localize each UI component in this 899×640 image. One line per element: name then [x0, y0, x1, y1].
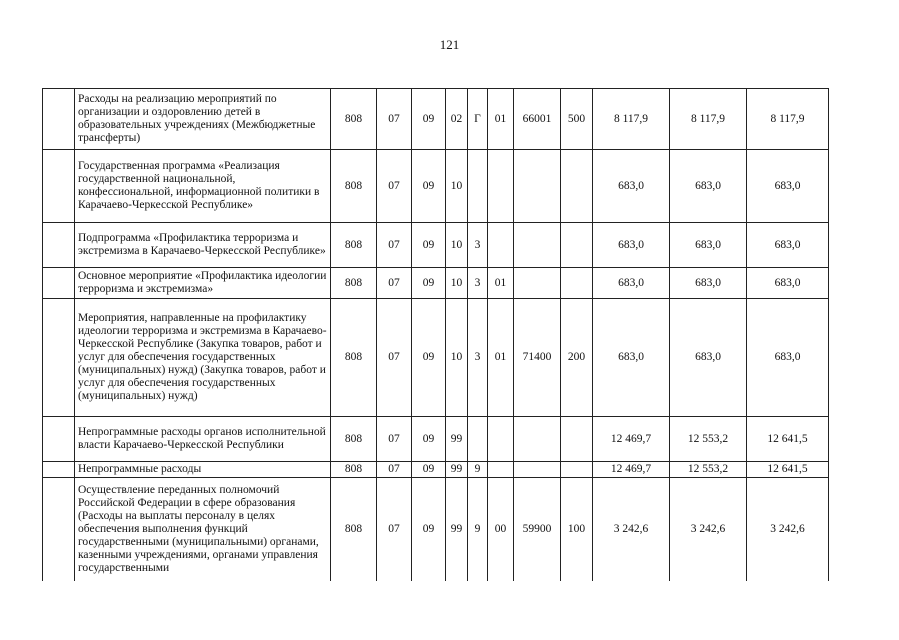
amount-year-2: 683,0 [670, 150, 747, 223]
row-description: Подпрограмма «Профилактика терроризма и экстремизма в Карачаево-Черкесской Республике» [75, 223, 331, 268]
amount-year-3: 12 641,5 [747, 462, 829, 478]
row-description: Мероприятия, направленные на профилактику идеологии терроризма и экстремизма в Карачаево-Черкесской Республике (Закупка товаров, работ и услуг для обеспечения государственных (муниципальных) нужд) (Закупка товаров, работ и услуг для обеспечения государственных (муниципальных) нужд) [75, 299, 331, 417]
amount-year-3: 683,0 [747, 150, 829, 223]
amount-year-3: 683,0 [747, 223, 829, 268]
amount-year-1: 683,0 [593, 223, 670, 268]
amount-year-3: 8 117,9 [747, 89, 829, 150]
program-code: 02 [446, 89, 468, 150]
subsection-code: 09 [412, 417, 446, 462]
subsection-code: 09 [412, 299, 446, 417]
event-code: 01 [488, 268, 514, 299]
subsection-code: 09 [412, 150, 446, 223]
ministry-code: 808 [331, 150, 377, 223]
subprogram-code [468, 150, 488, 223]
table-row [43, 299, 829, 417]
blank-cell [43, 223, 75, 268]
ministry-code: 808 [331, 478, 377, 581]
subprogram-code: Г [468, 89, 488, 150]
subsection-code: 09 [412, 478, 446, 581]
amount-year-2: 683,0 [670, 223, 747, 268]
amount-year-1: 3 242,6 [593, 478, 670, 581]
event-code: 01 [488, 299, 514, 417]
program-code: 99 [446, 417, 468, 462]
section-code: 07 [377, 223, 412, 268]
event-code: 01 [488, 89, 514, 150]
direction-code [514, 223, 561, 268]
amount-year-1: 12 469,7 [593, 417, 670, 462]
amount-year-1: 683,0 [593, 150, 670, 223]
blank-cell [43, 478, 75, 581]
table-row [43, 89, 829, 150]
row-description: Осуществление переданных полномочий Российской Федерации в сфере образования (Расходы на выплаты персоналу в целях обеспечения выполнения функций государственными (муниципальными) органами, казенными учреждениями, органами управления государственными [75, 478, 331, 581]
direction-code: 71400 [514, 299, 561, 417]
blank-cell [43, 89, 75, 150]
amount-year-2: 12 553,2 [670, 462, 747, 478]
event-code [488, 223, 514, 268]
table-row [43, 268, 829, 299]
amount-year-1: 683,0 [593, 268, 670, 299]
section-code: 07 [377, 268, 412, 299]
direction-code [514, 417, 561, 462]
program-code: 10 [446, 223, 468, 268]
expense-type-code [561, 417, 593, 462]
direction-code: 59900 [514, 478, 561, 581]
section-code: 07 [377, 299, 412, 417]
blank-cell [43, 150, 75, 223]
table-row [43, 417, 829, 462]
direction-code [514, 462, 561, 478]
ministry-code: 808 [331, 268, 377, 299]
expense-type-code: 200 [561, 299, 593, 417]
blank-cell [43, 299, 75, 417]
amount-year-2: 12 553,2 [670, 417, 747, 462]
amount-year-3: 12 641,5 [747, 417, 829, 462]
subsection-code: 09 [412, 223, 446, 268]
event-code [488, 462, 514, 478]
subprogram-code: 9 [468, 478, 488, 581]
event-code: 00 [488, 478, 514, 581]
ministry-code: 808 [331, 417, 377, 462]
blank-cell [43, 462, 75, 478]
subsection-code: 09 [412, 268, 446, 299]
page-number: 121 [439, 37, 460, 52]
amount-year-3: 683,0 [747, 268, 829, 299]
amount-year-2: 3 242,6 [670, 478, 747, 581]
amount-year-2: 8 117,9 [670, 89, 747, 150]
subprogram-code: 3 [468, 299, 488, 417]
subprogram-code: 3 [468, 268, 488, 299]
table-row [43, 223, 829, 268]
table-row [43, 462, 829, 478]
program-code: 10 [446, 150, 468, 223]
row-description: Непрограммные расходы [75, 462, 331, 478]
ministry-code: 808 [331, 462, 377, 478]
section-code: 07 [377, 462, 412, 478]
section-code: 07 [377, 417, 412, 462]
section-code: 07 [377, 89, 412, 150]
amount-year-1: 8 117,9 [593, 89, 670, 150]
row-description: Государственная программа «Реализация государственной национальной, конфессиональной, информационной политики в Карачаево-Черкесской Республике» [75, 150, 331, 223]
section-code: 07 [377, 150, 412, 223]
ministry-code: 808 [331, 223, 377, 268]
event-code [488, 150, 514, 223]
program-code: 10 [446, 299, 468, 417]
program-code: 99 [446, 462, 468, 478]
amount-year-2: 683,0 [670, 268, 747, 299]
subprogram-code: 3 [468, 223, 488, 268]
subsection-code: 09 [412, 89, 446, 150]
subsection-code: 09 [412, 462, 446, 478]
expense-type-code: 500 [561, 89, 593, 150]
amount-year-1: 12 469,7 [593, 462, 670, 478]
budget-table [42, 88, 829, 581]
table-row [43, 150, 829, 223]
amount-year-1: 683,0 [593, 299, 670, 417]
amount-year-3: 683,0 [747, 299, 829, 417]
program-code: 99 [446, 478, 468, 581]
direction-code [514, 150, 561, 223]
program-code: 10 [446, 268, 468, 299]
direction-code: 66001 [514, 89, 561, 150]
expense-type-code [561, 268, 593, 299]
amount-year-3: 3 242,6 [747, 478, 829, 581]
row-description: Непрограммные расходы органов исполнительной власти Карачаево-Черкесской Республики [75, 417, 331, 462]
blank-cell [43, 417, 75, 462]
subprogram-code [468, 417, 488, 462]
expense-type-code [561, 462, 593, 478]
ministry-code: 808 [331, 299, 377, 417]
table-row [43, 478, 829, 581]
expense-type-code [561, 150, 593, 223]
subprogram-code: 9 [468, 462, 488, 478]
event-code [488, 417, 514, 462]
amount-year-2: 683,0 [670, 299, 747, 417]
expense-type-code [561, 223, 593, 268]
row-description: Расходы на реализацию мероприятий по организации и оздоровлению детей в образовательных учреждениях (Межбюджетные трансферты) [75, 89, 331, 150]
direction-code [514, 268, 561, 299]
blank-cell [43, 268, 75, 299]
section-code: 07 [377, 478, 412, 581]
expense-type-code: 100 [561, 478, 593, 581]
row-description: Основное мероприятие «Профилактика идеологии терроризма и экстремизма» [75, 268, 331, 299]
ministry-code: 808 [331, 89, 377, 150]
